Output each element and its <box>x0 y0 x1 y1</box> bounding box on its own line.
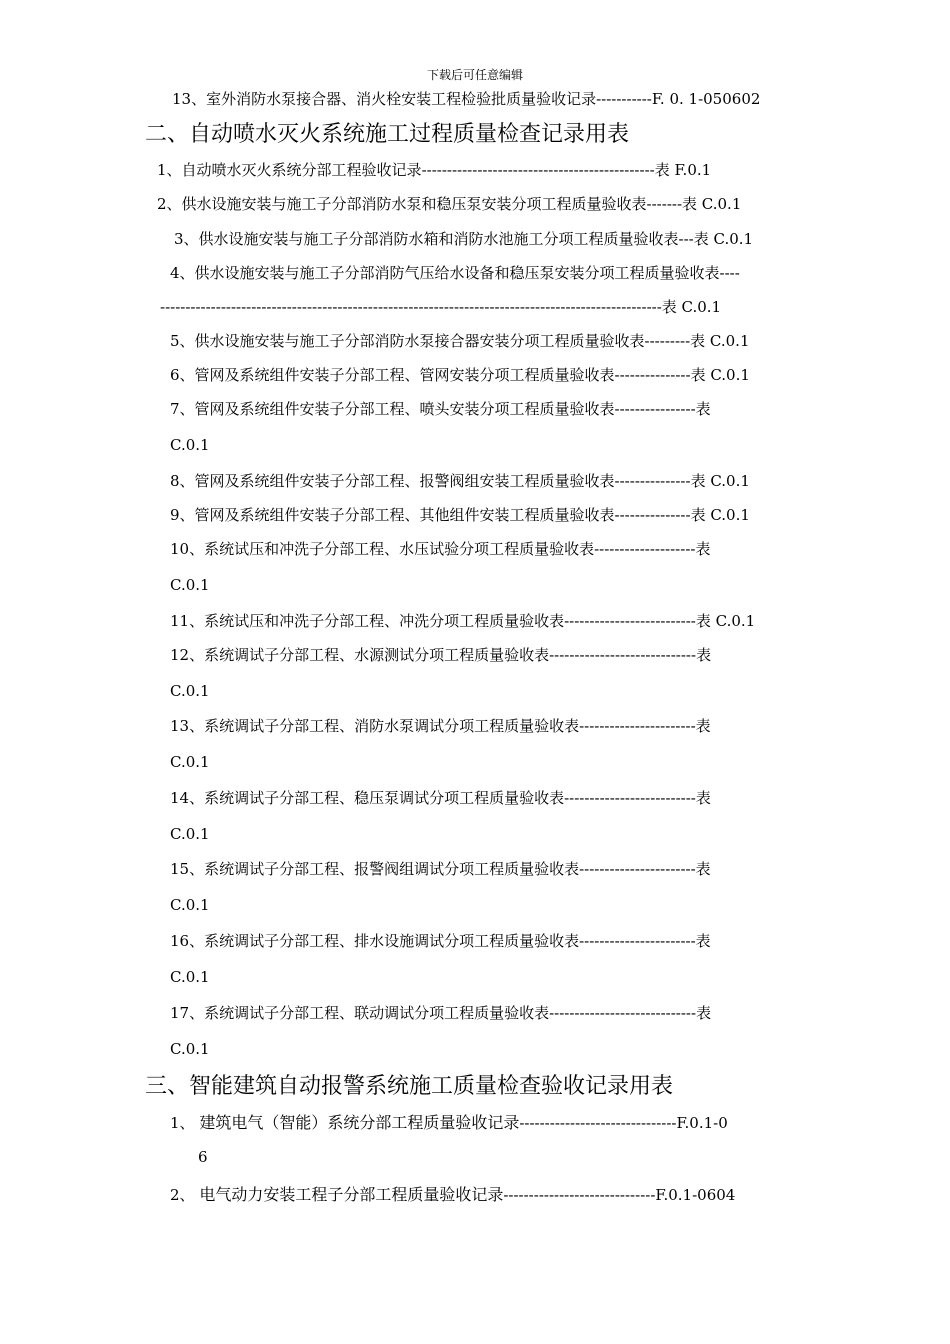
list-item: 3、供水设施安装与施工子分部消防水箱和消防水池施工分项工程质量验收表---表 C.0.1 <box>174 230 754 248</box>
item-title: 建筑电气（智能）系统分部工程质量验收记录 <box>199 1113 520 1132</box>
list-item: 2、供水设施安装与施工子分部消防水泵和稳压泵安装分项工程质量验收表-------表 C.0.1 <box>157 195 742 213</box>
list-item: 13、系统调试子分部工程、消防水泵调试分项工程质量验收表-----------------------表 <box>170 717 711 735</box>
list-item <box>170 1182 735 1205</box>
item-title: 自动喷水灭火系统分部工程验收记录 <box>181 161 422 179</box>
list-item-continuation: C.0.1 <box>170 753 210 771</box>
list-item: 16、系统调试子分部工程、排水设施调试分项工程质量验收表-----------------------表 <box>170 932 711 950</box>
list-item: 14、系统调试子分部工程、稳压泵调试分项工程质量验收表--------------------------表 <box>170 789 711 807</box>
list-item-hydrant: 13、室外消防水泵接合器、消火栓安装工程检验批质量验收记录-----------F. 0. 1-050602 <box>172 90 761 108</box>
item-number: 1、 <box>157 161 182 179</box>
list-item-continuation: C.0.1 <box>170 576 210 594</box>
section-heading-alarm: 三、智能建筑自动报警系统施工质量检查验收记录用表 <box>145 1074 674 1099</box>
list-item-continuation: C.0.1 <box>170 896 210 914</box>
list-item: 8、管网及系统组件安装子分部工程、报警阀组安装工程质量验收表---------------表 C.0.1 <box>170 472 750 490</box>
list-item-continuation: ---------------------------------------------------------------------------------------------------表 C.0.1 <box>160 298 722 316</box>
item-reference: ------------------------------F.0.1-0604 <box>503 1186 736 1204</box>
list-item: 6、管网及系统组件安装子分部工程、管网安装分项工程质量验收表---------------表 C.0.1 <box>170 366 750 384</box>
list-item: 15、系统调试子分部工程、报警阀组调试分项工程质量验收表-----------------------表 <box>170 860 711 878</box>
list-item-continuation: C.0.1 <box>170 825 210 843</box>
item-number: 2、 <box>170 1186 195 1204</box>
item-title: 电气动力安装工程子分部工程质量验收记录 <box>199 1185 504 1204</box>
item-number: 1、 <box>170 1114 195 1132</box>
section-heading-sprinkler: 二、自动喷水灭火系统施工过程质量检查记录用表 <box>145 122 630 147</box>
item-reference: -------------------------------F.0.1-0 <box>519 1114 728 1132</box>
list-item <box>170 1110 728 1133</box>
list-item: 11、系统试压和冲洗子分部工程、冲洗分项工程质量验收表--------------------------表 C.0.1 <box>170 612 756 630</box>
list-item <box>157 159 711 180</box>
list-item-continuation: C.0.1 <box>170 682 210 700</box>
list-item-continuation: C.0.1 <box>170 1040 210 1058</box>
list-item: 5、供水设施安装与施工子分部消防水泵接合器安装分项工程质量验收表---------表 C.0.1 <box>170 332 750 350</box>
list-item-continuation: C.0.1 <box>170 968 210 986</box>
list-item: 9、管网及系统组件安装子分部工程、其他组件安装工程质量验收表---------------表 C.0.1 <box>170 506 750 524</box>
list-item-continuation: 6 <box>198 1148 208 1166</box>
list-item-continuation: C.0.1 <box>170 436 210 454</box>
list-item: 17、系统调试子分部工程、联动调试分项工程质量验收表-----------------------------表 <box>170 1004 712 1022</box>
list-item: 10、系统试压和冲洗子分部工程、水压试验分项工程质量验收表--------------------表 <box>170 540 711 558</box>
list-item: 12、系统调试子分部工程、水源测试分项工程质量验收表-----------------------------表 <box>170 646 712 664</box>
page-header: 下载后可任意编辑 <box>426 68 523 82</box>
item-reference: ----------------------------------------------表 F.0.1 <box>421 161 712 179</box>
list-item: 4、供水设施安装与施工子分部消防气压给水设备和稳压泵安装分项工程质量验收表---- <box>170 264 740 282</box>
list-item: 7、管网及系统组件安装子分部工程、喷头安装分项工程质量验收表----------------表 <box>170 400 711 418</box>
